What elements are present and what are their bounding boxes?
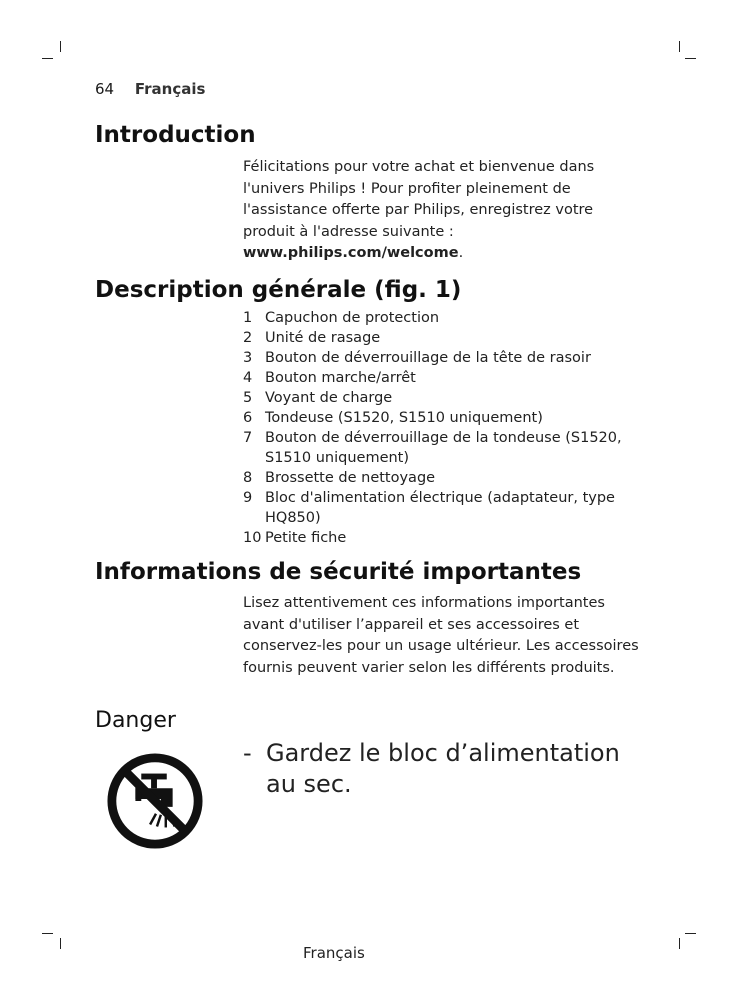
- item-number: 8: [243, 470, 253, 486]
- introduction-text: [243, 157, 643, 265]
- url-suffix: .: [458, 245, 464, 261]
- item-number: 4: [243, 370, 253, 386]
- crop-mark: [60, 938, 61, 949]
- crop-mark: [685, 58, 696, 59]
- item-number: 10: [243, 530, 262, 546]
- introduction-title: Introduction: [95, 122, 256, 148]
- item-number: 5: [243, 390, 253, 406]
- item-number: 9: [243, 490, 253, 506]
- item-text: Bouton de déverrouillage de la tondeuse (S1520, S1510 uniquement): [265, 430, 622, 466]
- bullet-text: Gardez le bloc d’alimentation au sec.: [266, 739, 620, 798]
- item-number: 1: [243, 310, 253, 326]
- list-item: [243, 488, 653, 528]
- item-text: Bloc d'alimentation électrique (adaptateur, type HQ850): [265, 490, 615, 526]
- item-text: Bouton de déverrouillage de la tête de rasoir: [265, 350, 591, 366]
- welcome-url: www.philips.com/welcome: [243, 245, 459, 261]
- item-text: Voyant de charge: [265, 390, 393, 406]
- item-number: 3: [243, 350, 253, 366]
- item-number: 2: [243, 330, 253, 346]
- description-title: Description générale (fig. 1): [95, 277, 462, 303]
- item-text: Petite fiche: [265, 530, 347, 546]
- item-text: Capuchon de protection: [265, 310, 440, 326]
- item-text: Tondeuse (S1520, S1510 uniquement): [265, 410, 543, 426]
- list-item: [243, 348, 653, 368]
- parts-list: [243, 308, 653, 548]
- item-text: Bouton marche/arrêt: [265, 370, 416, 386]
- item-text: Brossette de nettoyage: [265, 470, 436, 486]
- crop-mark: [679, 41, 680, 52]
- list-item: [243, 368, 653, 388]
- crop-mark: [42, 933, 53, 934]
- list-item: [243, 328, 653, 348]
- page-number: 64: [95, 80, 115, 98]
- list-item: [243, 468, 653, 488]
- list-item: [243, 408, 653, 428]
- item-text: Unité de rasage: [265, 330, 381, 346]
- crop-mark: [679, 938, 680, 949]
- crop-mark: [42, 58, 53, 59]
- list-item: [243, 388, 653, 408]
- list-item: [243, 528, 653, 548]
- list-item: [243, 308, 653, 328]
- introduction-body: Félicitations pour votre achat et bienvenue dans l'univers Philips ! Pour profiter pleinement de l'assistance offerte par Philips, enregistrez votre produit à l'adresse suivante :: [243, 159, 595, 240]
- page-footer: Français: [303, 944, 365, 962]
- header-language: Français: [134, 80, 206, 98]
- danger-title: Danger: [95, 708, 176, 733]
- item-number: 6: [243, 410, 253, 426]
- crop-mark: [60, 41, 61, 52]
- item-number: 7: [243, 430, 253, 446]
- list-item: [243, 428, 653, 468]
- bullet-dash: -: [243, 739, 252, 767]
- no-water-icon: [106, 752, 204, 850]
- crop-mark: [685, 933, 696, 934]
- danger-bullet: [243, 738, 643, 800]
- safety-title: Informations de sécurité importantes: [95, 559, 582, 585]
- page-header: [95, 80, 205, 98]
- safety-text: Lisez attentivement ces informations importantes avant d'utiliser l’appareil et ses accessoires et conservez-les pour un usage ultérieur. Les accessoires fournis peuvent varier selon les différents produits.: [243, 595, 639, 676]
